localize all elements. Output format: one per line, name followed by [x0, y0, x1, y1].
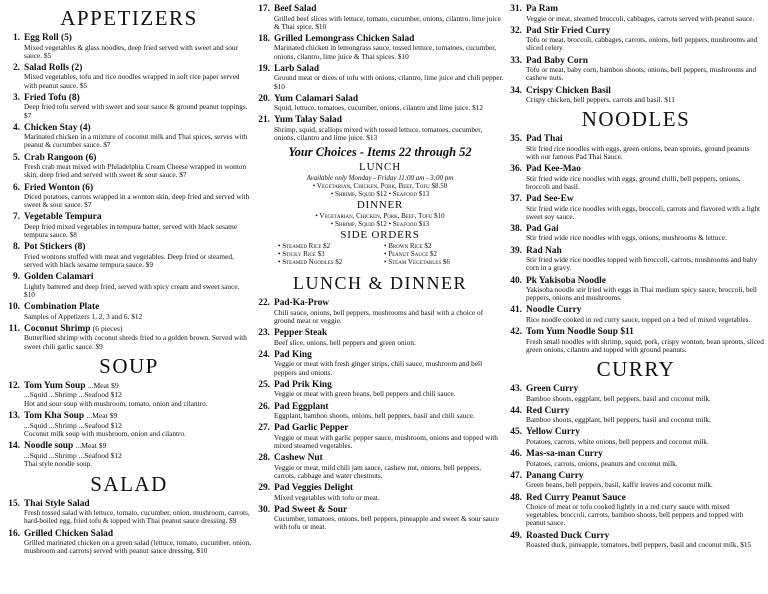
menu-item	[508, 427, 764, 446]
menu-item	[508, 305, 764, 324]
item-name: Tom Kha Soup	[24, 411, 85, 422]
item-number: 1.	[12, 33, 20, 43]
menu-item	[6, 93, 252, 120]
lunch-dinner-title: LUNCH & DINNER	[293, 273, 467, 294]
item-number: 44.	[510, 405, 522, 416]
item-description: Stir fried wide rice noodles with eggs, onions, mushrooms & lettuce.	[526, 233, 727, 243]
item-name: Mas-sa-man Curry	[526, 449, 603, 460]
item-name: Coconut Shrimp	[24, 323, 91, 334]
item-number: 5.	[12, 152, 20, 163]
item-description: Bamboo shoots, eggplant, bell peppers, basil and coconut milk.	[526, 415, 711, 425]
item-number: 19.	[258, 63, 270, 74]
item-number: 40.	[510, 275, 522, 286]
menu-item	[6, 33, 252, 60]
item-number: 41.	[510, 305, 522, 316]
item-number: 24.	[258, 349, 270, 360]
item-name: Pad Sweet & Sour	[274, 504, 348, 515]
item-number: 20.	[258, 93, 270, 104]
menu-item	[6, 212, 252, 239]
menu-item	[508, 4, 764, 23]
menu-item	[508, 224, 764, 243]
menu-item	[508, 164, 764, 191]
item-number: 12.	[8, 380, 20, 391]
item-number: 15.	[8, 498, 20, 509]
item-name: Yum Talay Salad	[274, 115, 342, 126]
item-description: Veggie or meat with green beans, bell peppers and chili sauce.	[274, 389, 456, 399]
item-description: Crispy chicken, bell peppers, carrots and basil. $11	[526, 95, 675, 105]
item-number: 22.	[258, 298, 270, 309]
item-name: Pad Thai	[526, 134, 563, 145]
item-description: Bamboo shoots, eggplant, bell peppers, basil and coconut milk.	[526, 393, 711, 403]
lunch-hours: Available only Monday - Friday 11:00 am - 3:00 pm	[306, 174, 454, 183]
item-name: Pad Veggies Delight	[274, 483, 354, 494]
item-number: 10.	[8, 302, 20, 313]
item-name: Cashew Nut	[274, 453, 323, 464]
menu-item	[6, 441, 252, 468]
item-number: 28.	[258, 453, 270, 464]
menu-item	[508, 26, 764, 53]
menu-item	[6, 302, 252, 321]
item-description: Fried wontons stuffed with meat and vegetables. Deep fried or steamed, served with black sesame tempura sauce. $9	[24, 251, 234, 270]
item-description: Marinated chicken in a mixture of coconut milk and Thai spices, serves with peanut & cucumber sauce. $7	[24, 132, 248, 150]
salad-title: SALAD	[90, 471, 168, 496]
noodles-title: NOODLES	[581, 107, 691, 132]
menu-item	[508, 86, 764, 105]
item-name: Combination Plate	[24, 302, 100, 313]
menu-item	[508, 194, 764, 221]
menu-item	[6, 324, 252, 351]
item-options: ...Squid ...Shrimp ...Seafood $12	[24, 450, 122, 460]
item-name-note: (6 pieces)	[92, 323, 123, 333]
menu-item	[6, 63, 252, 90]
item-options: ...Squid ...Shrimp ...Seafood $12	[24, 390, 122, 400]
item-number: 30.	[258, 504, 270, 515]
item-name: Red Curry Peanut Sauce	[526, 492, 626, 503]
side-order-item: • Peanut Sauce $2	[384, 250, 438, 259]
item-description: Samples of Appetizers 1, 2, 3 and 6. $12	[24, 311, 143, 321]
side-order-item: • Steamed Rice $2	[278, 242, 331, 251]
dinner-price-line: • Vegetarian, Chicken, Pork, Beef, Tofu $10	[315, 212, 445, 221]
item-description: Fresh crab meat mixed with Philadelphia Cream Cheese wrapped in wonton skin, deep fried and served with sweet & sour sauce. $7	[24, 162, 247, 180]
item-number: 33.	[510, 55, 522, 66]
item-name: Pad Baby Corn	[526, 55, 588, 66]
item-name: Pad Kee-Mao	[526, 164, 581, 175]
menu-item	[256, 483, 504, 502]
menu-item	[256, 402, 504, 421]
item-description: Grilled beef slices with lettuce, tomato, cucumber, onions, cilantro, lime juice & Thai spice. $10	[274, 13, 501, 31]
item-description: Stir fried wide rice noodles with eggs, ground chilli, bell peppers, onions, broccoli and basil.	[526, 173, 741, 191]
item-number: 4.	[12, 122, 20, 133]
item-name: Pad Prik King	[274, 379, 332, 390]
item-description: Mixed vegetables, tofu and rice noodles wrapped in soft rice paper served with peanut sauce. $5	[24, 72, 240, 90]
item-description: Ground meat or dices of tofu with onions, cilantro, lime juice and chili pepper. $10	[274, 73, 504, 91]
item-number: 2.	[12, 62, 20, 73]
item-description: Lightly battered and deep fried, served with spicy cream and sweet sauce. $10	[24, 281, 240, 299]
menu-item	[508, 384, 764, 403]
item-number: 18.	[258, 33, 270, 44]
item-name: Crab Rangoon (6)	[24, 152, 97, 163]
item-description: Squid, lettuce, tomatoes, cucumber, onions, cilantro and lime juice. $12	[274, 103, 484, 113]
menu-item	[508, 531, 764, 550]
item-number: 29.	[258, 483, 270, 494]
item-description: Mixed vegetables & glass noodles, deep fried served with sweet and sour sauce. $5	[24, 42, 238, 60]
item-price: ...Meat $9	[86, 411, 118, 421]
item-number: 46.	[510, 449, 522, 460]
side-orders-grid	[256, 242, 504, 266]
soup-list	[6, 381, 252, 469]
item-description: Mixed vegetables with tofu or meat.	[274, 492, 380, 502]
lunch-title: LUNCH	[359, 161, 401, 174]
item-number: 35.	[510, 134, 522, 145]
item-description: Coconut milk soup with mushroom, onion and cilantro.	[24, 429, 186, 439]
menu-item	[256, 64, 504, 91]
item-name: Pot Stickers (8)	[24, 242, 86, 253]
item-description: Fresh tossed salad with lettuce, tomato, cucumber, onion, mushroom, carrots, hard-boiled egg, fried tofu & topped with Thai peanut sauce dressing. $9	[24, 508, 250, 526]
side-order-item: • Steamed Noodles $2	[278, 258, 343, 267]
item-name: Pad King	[274, 349, 312, 360]
item-description: Marinated chicken in lemongrass sauce, tossed lettuce, tomatoes, cucumber, onions, cilantro, lime juice & Thai spices. $10	[274, 43, 497, 61]
item-description: Chili sauce, onions, bell peppers, mushrooms and basil with a choice of ground meat or veggie.	[274, 307, 484, 326]
column-middle	[256, 4, 504, 535]
item-number: 38.	[510, 223, 522, 234]
lunch-price-line: • Shrimp, Squid $12 • Seafood $13	[330, 190, 430, 199]
item-name: Grilled Lemongrass Chicken Salad	[274, 33, 415, 44]
item-description: Deep fried mixed vegetables in tempura batter, served with black sesame tempura sauce. $8	[24, 221, 238, 240]
item-name: Beef Salad	[274, 4, 317, 14]
item-number: 32.	[510, 25, 522, 36]
lunch-price-line: • Vegetarian, Chicken, Pork, Beef, Tofu $8.50	[312, 182, 448, 191]
item-description: Yakisoba noodle stir fried with eggs in Thai medium spicy sauce, broccoli, bell peppers, onions and mushrooms.	[526, 285, 757, 303]
item-description: Choice of meat or tofu cooked lightly in a red curry sauce with mixed vegetables, broccoli, carrots, bamboo shoots, bell peppers and topped with peanut sauce.	[526, 502, 744, 528]
menu-item	[256, 115, 504, 142]
menu-item	[6, 381, 252, 408]
item-name: Yum Calamari Salad	[274, 93, 359, 104]
menu-item	[256, 423, 504, 450]
item-description: Butterflied shrimp with coconut shreds fried to a golden brown. Served with sweet chili garlic sauce. $9	[24, 333, 247, 351]
menu-item	[508, 493, 764, 528]
item-number: 34.	[510, 85, 522, 96]
item-name: Pad Gai	[526, 223, 559, 234]
menu-item	[508, 449, 764, 468]
menu-item	[6, 123, 252, 150]
item-options: ...Squid ...Shrimp ...Seafood $12	[24, 420, 122, 430]
item-name: Pa Ram	[526, 4, 559, 14]
column-right	[508, 4, 764, 552]
menu-item	[256, 505, 504, 532]
item-number: 16.	[8, 528, 20, 539]
menu-item	[256, 298, 504, 325]
item-description: Veggie or meat with fresh ginger strips, chili sauce, mushroom and bell peppers and onions.	[274, 359, 483, 377]
item-number: 49.	[510, 530, 522, 541]
appetizers-title: APPETIZERS	[60, 6, 198, 30]
menu-item	[256, 4, 504, 31]
item-description: Stir fried wide rice noodles with eggs, broccoli, carrots and flavored with a light sweet soy sauce.	[526, 203, 761, 221]
menu-item	[256, 350, 504, 377]
item-name: Pad Garlic Pepper	[274, 423, 349, 434]
item-name: Chicken Stay (4)	[24, 122, 91, 133]
item-number: 25.	[258, 379, 270, 390]
item-name: Crispy Chicken Basil	[526, 85, 611, 96]
item-number: 27.	[258, 423, 270, 434]
item-name: Pad Eggplant	[274, 401, 329, 412]
dinner-price-line: • Shrimp, Squid $12 • Seafood $13	[330, 220, 430, 229]
item-name: Vegetable Tempura	[24, 212, 102, 223]
item-name: Salad Rolls (2)	[24, 62, 83, 73]
item-description: Tofu or meat, broccoli, cabbages, carrots, onions, bell peppers, mushrooms and sliced celery.	[526, 35, 758, 53]
item-name: Red Curry	[526, 405, 570, 416]
item-number: 37.	[510, 194, 522, 205]
soup-title: SOUP	[99, 353, 159, 378]
menu-item	[508, 134, 764, 161]
item-number: 48.	[510, 492, 522, 503]
item-number: 11.	[8, 323, 20, 334]
menu-item	[256, 453, 504, 480]
item-description: Grilled marinated chicken on a green salad (lettuce, tomato, cucumber, onion, mushroom and carrots) served with peanut sauce dressing. $10	[24, 538, 252, 556]
item-name: Fried Wonton (6)	[24, 182, 94, 193]
item-price: ...Meat $9	[87, 380, 119, 390]
item-number: 14.	[8, 441, 20, 452]
item-name: Noodle soup	[24, 441, 74, 452]
item-name: Tom Yum Soup	[24, 380, 86, 391]
item-name: Panang Curry	[526, 470, 584, 481]
item-name: Roasted Duck Curry	[526, 530, 610, 541]
item-name: Grilled Chicken Salad	[24, 528, 114, 539]
item-name: Noodle Curry	[526, 305, 582, 316]
item-description: Potatoes, carrots, onions, peanuts and coconut milk.	[526, 458, 678, 468]
item-name: Egg Roll (5)	[24, 33, 72, 43]
item-name: Pad-Ka-Prow	[274, 298, 330, 309]
item-name: Yellow Curry	[526, 427, 580, 438]
item-description: Tofu or meat, baby corn, bamboo shoots, onions, bell peppers, mushrooms and cashew nuts.	[526, 65, 757, 83]
curry-list	[508, 384, 764, 549]
item-description: Veggie or meat, mild chili jam sauce, cashew nut, onions, bell peppers, carrots, cabbage and water chestnuts.	[274, 462, 482, 480]
side-orders-title: SIDE ORDERS	[340, 229, 420, 242]
side-order-item: • Sticky Rice $3	[278, 250, 325, 259]
menu-item	[6, 153, 252, 180]
menu-item	[256, 34, 504, 61]
item-name: Pad See-Ew	[526, 194, 574, 205]
item-number: 45.	[510, 427, 522, 438]
item-number: 6.	[12, 182, 20, 193]
item-number: 31.	[510, 4, 522, 14]
item-number: 17.	[258, 4, 270, 14]
item-name: Golden Calamari	[24, 272, 94, 283]
menu-item	[508, 246, 764, 273]
item-description: Stir fried wide rice noodles topped with broccoli, carrots, mushrooms and baby corn in a gravy.	[526, 255, 758, 273]
choices-title: Your Choices - Items 22 through 52	[288, 145, 472, 160]
dinner-title: DINNER	[356, 199, 404, 212]
item-number: 3.	[12, 92, 20, 103]
lunch-dinner-list-continued	[508, 4, 764, 104]
item-description: Cucumber, tomatoes, onions, bell peppers, pineapple and sweet & sour sauce with tofu or meat.	[274, 514, 500, 532]
menu-item	[508, 276, 764, 303]
item-description: Stir fried rice noodles with eggs, green onions, bean sprouts, ground peanuts with our famous Pad Thai Sauce.	[526, 143, 750, 161]
menu-item	[256, 328, 504, 347]
menu-item	[6, 529, 252, 556]
item-number: 9.	[12, 272, 20, 283]
item-name: Pepper Steak	[274, 328, 328, 339]
item-description: Fresh small noodles with shrimp, squid, pork, crispy wonton, bean sprouts, sliced green onions, cilantro and topped with ground peanuts.	[526, 336, 764, 354]
menu-item	[6, 242, 252, 269]
item-number: 8.	[12, 242, 20, 253]
item-price: ...Meat $9	[75, 441, 107, 451]
item-name: Tom Yum Noodle Soup	[526, 327, 618, 338]
menu-item	[508, 327, 764, 354]
menu-item	[508, 471, 764, 490]
noodles-list	[508, 134, 764, 354]
item-number: 21.	[258, 115, 270, 126]
menu-item	[508, 406, 764, 425]
item-description: Green beans, bell peppers, basil, kaffir leaves and coconut milk.	[526, 480, 713, 490]
item-name: Pad Stir Fried Curry	[526, 25, 611, 36]
menu-item	[508, 56, 764, 83]
menu-item	[256, 380, 504, 399]
item-price: $11	[620, 327, 634, 338]
item-number: 13.	[8, 411, 20, 422]
salad-list-continued	[256, 4, 504, 142]
item-description: Shrimp, squid, scallops mixed with tossed lettuce, tomatoes, cucumber, onions, cilantro and lime juice. $13	[274, 124, 483, 143]
item-description: Hot and sour soup with mushroom, tomato, onion and cilantro.	[24, 398, 208, 408]
item-number: 26.	[258, 401, 270, 412]
item-name: Pk Yakisoba Noodle	[526, 275, 606, 286]
item-description: Deep fried tofu served with sweet and sour sauce & ground peanut toppings. $7	[24, 102, 248, 120]
menu-item	[6, 272, 252, 299]
item-description: Roasted duck, pineapple, tomatoes, bell peppers, basil and coconut milk. $15	[526, 540, 752, 550]
item-number: 42.	[510, 327, 522, 338]
item-number: 47.	[510, 470, 522, 481]
item-number: 43.	[510, 384, 522, 395]
item-number: 23.	[258, 328, 270, 339]
item-description: Veggie or meat, steamed broccoli, cabbages, carrots served with peanut sauce.	[526, 13, 755, 23]
column-left	[6, 4, 252, 558]
item-description: Eggplant, bamboo shoots, onions, bell peppers, basil and chili sauce.	[274, 411, 475, 421]
menu-item	[256, 94, 504, 113]
item-number: 39.	[510, 245, 522, 256]
item-description: Beef slice, onions, bell peppers and green onion.	[274, 337, 416, 347]
menu-item	[6, 183, 252, 210]
item-description: Potatoes, carrots, white onions, bell peppers and coconut milk.	[526, 436, 709, 446]
side-order-item: • Brown Rice $2	[384, 242, 432, 251]
appetizers-list	[6, 33, 252, 351]
item-description: Rice noodle cooked in red curry sauce, topped on a bed of mixed vegetables.	[526, 314, 751, 324]
item-name: Thai Style Salad	[24, 498, 90, 509]
item-name: Fried Tofu (8)	[24, 92, 80, 103]
lunch-dinner-list	[256, 298, 504, 531]
item-name: Green Curry	[526, 384, 579, 395]
item-name: Larb Salad	[274, 63, 320, 74]
item-number: 36.	[510, 164, 522, 175]
side-order-item: • Steam Vegetables $6	[384, 258, 450, 267]
item-description: Veggie or meat with garlic pepper sauce, mushroom, onions and topped with mixed steamed vegetables.	[274, 432, 498, 450]
menu-item	[6, 499, 252, 526]
item-name: Rad Nah	[526, 245, 562, 256]
item-number: 7.	[12, 212, 20, 223]
curry-title: CURRY	[596, 357, 676, 382]
salad-list	[6, 499, 252, 556]
item-description: Thai style noodle soup.	[24, 459, 93, 469]
menu-item	[6, 411, 252, 438]
item-description: Diced potatoes, carrots wrapped in a wonton skin, deep fried and served with sweet & sour sauce. $7	[24, 192, 250, 210]
